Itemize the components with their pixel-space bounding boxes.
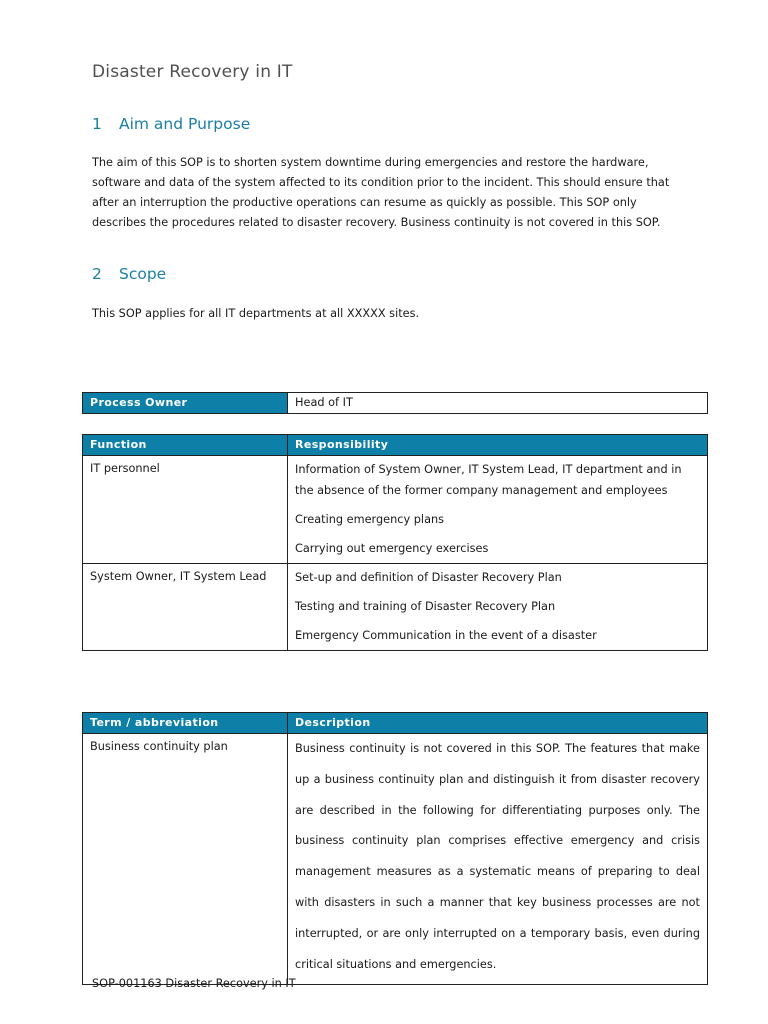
section-aim-text: The aim of this SOP is to shorten system downtime during emergencies and restore the hardware, software and data of the system affected to its condition prior to the incident. This should ensure that after an interruption the productive operations can resume as quickly as possible. This SOP only describes the procedures related to disaster recovery. Business continuity is not covered in this SOP.: [92, 156, 670, 229]
responsibility-item: Information of System Owner, IT System Lead, IT department and in the absence of the former company management and employees: [295, 463, 682, 497]
document-title: Disaster Recovery in IT: [92, 62, 293, 82]
function-cell: System Owner, IT System Lead: [83, 564, 288, 651]
table-row: [83, 734, 708, 985]
responsibility-item: Set-up and definition of Disaster Recovery Plan: [295, 571, 562, 584]
column-header-function: Function: [83, 435, 288, 456]
section-title: Scope: [119, 265, 167, 283]
responsibility-item: Testing and training of Disaster Recovery Plan: [295, 600, 556, 613]
section-number: 1: [92, 115, 102, 133]
process-owner-value: Head of IT: [288, 393, 708, 414]
process-owner-table: [82, 392, 708, 414]
function-cell: IT personnel: [83, 456, 288, 564]
function-responsibility-table: [82, 434, 708, 651]
section-number: 2: [92, 265, 102, 283]
section-title: Aim and Purpose: [119, 115, 251, 133]
section-heading-scope: [92, 265, 166, 283]
term-cell: Business continuity plan: [83, 734, 288, 985]
column-header-term: Term / abbreviation: [83, 713, 288, 734]
section-heading-aim: [92, 115, 250, 133]
responsibility-item: Creating emergency plans: [295, 513, 445, 526]
table-row: [83, 564, 708, 651]
table-header-row: [83, 713, 708, 734]
table-header-row: [83, 435, 708, 456]
page-footer: SOP-001163 Disaster Recovery in IT: [92, 977, 296, 990]
process-owner-label: Process Owner: [83, 393, 288, 414]
terms-abbreviations-table: [82, 712, 708, 985]
responsibility-cell: [288, 456, 708, 564]
responsibility-item: Carrying out emergency exercises: [295, 542, 489, 555]
responsibility-cell: [288, 564, 708, 651]
description-cell: Business continuity is not covered in this SOP. The features that make up a business continuity plan and distinguish it from disaster recovery are described in the following for differentiating purposes only. The business continuity plan comprises effective emergency and crisis management measures as a systematic means of preparing to deal with disasters in such a manner that key business processes are not interrupted, or are only interrupted on a temporary basis, even during critical situations and emergencies.: [288, 734, 708, 985]
column-header-description: Description: [288, 713, 708, 734]
responsibility-item: Emergency Communication in the event of a disaster: [295, 629, 597, 642]
section-scope-text: This SOP applies for all IT departments at all XXXXX sites.: [92, 307, 420, 320]
table-row: [83, 393, 708, 414]
table-row: [83, 456, 708, 564]
column-header-responsibility: Responsibility: [288, 435, 708, 456]
